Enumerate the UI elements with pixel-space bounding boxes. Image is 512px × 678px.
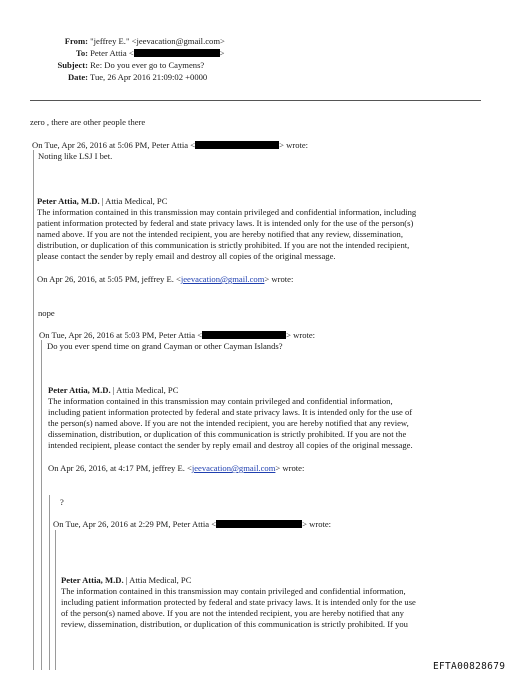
- signature-2-line: the person(s) named above. If you are not the intended recipient, you are hereby notified that any review,: [48, 418, 409, 428]
- signature-1-line: The information contained in this transmission may contain privileged and confidential information, including: [37, 207, 417, 217]
- quote-header-4-prefix: On Apr 26, 2016, at 4:17 PM, jeffrey E. <: [48, 463, 192, 473]
- quote-header-5-suffix: > wrote:: [302, 519, 332, 529]
- quote-bar: [41, 340, 42, 670]
- reply-text-3: ?: [60, 497, 64, 507]
- quote-header-1-prefix: On Tue, Apr 26, 2016 at 5:06 PM, Peter Attia <: [32, 140, 196, 150]
- header-date: [30, 72, 207, 82]
- email-link[interactable]: jeevacation@gmail.com: [180, 274, 265, 284]
- signature-org: | Attia Medical, PC: [99, 196, 168, 206]
- signature-1-line: patient information protected by federal and state privacy laws. It is intended only for the use of the person(s): [37, 218, 414, 228]
- signature-2-line: The information contained in this transmission may contain privileged and confidential information,: [48, 396, 393, 406]
- to-value: Peter Attia <: [90, 48, 134, 58]
- date-value: Tue, 26 Apr 2016 21:09:02 +0000: [90, 72, 208, 82]
- quote-bar: [33, 150, 34, 670]
- signature-3-line: The information contained in this transmission may contain privileged and confidential information,: [61, 586, 406, 596]
- quote-header-5: [53, 519, 331, 529]
- reply-text-1: zero , there are other people there: [30, 117, 146, 127]
- quote-header-2-prefix: On Apr 26, 2016, at 5:05 PM, jeffrey E. <: [37, 274, 181, 284]
- signature-org: | Attia Medical, PC: [110, 385, 179, 395]
- to-label: To:: [75, 48, 88, 58]
- signature-3-line: review, dissemination, distribution, or duplication of this communication is strictly prohibited. If you: [61, 619, 408, 629]
- email-link[interactable]: jeevacation@gmail.com: [191, 463, 276, 473]
- signature-1-line: distribution, or duplication of this communication is strictly prohibited. If you are not the intended recipient,: [37, 240, 410, 250]
- signature-name: Peter Attia, M.D.: [48, 385, 111, 395]
- signature-1-line: please contact the sender by reply email and destroy all copies of the original message.: [37, 251, 336, 261]
- header-divider: [30, 100, 481, 101]
- quote-bar: [49, 495, 50, 670]
- redaction-block: [195, 141, 279, 149]
- signature-org: | Attia Medical, PC: [123, 575, 192, 585]
- header-subject: [30, 60, 204, 70]
- quote-text-3: Do you ever spend time on grand Cayman or other Cayman Islands?: [47, 341, 283, 351]
- quote-text-1: Noting like LSJ I bet.: [38, 151, 113, 161]
- signature-2-line: including patient information protected by federal and state privacy laws. It is intended only for the use of: [48, 407, 413, 417]
- quote-header-1-suffix: > wrote:: [279, 140, 309, 150]
- signature-3-title: [61, 575, 191, 585]
- redaction-block: [134, 49, 220, 57]
- subject-value: Re: Do you ever go to Caymens?: [90, 60, 205, 70]
- redaction-block: [202, 331, 286, 339]
- quote-header-3-prefix: On Tue, Apr 26, 2016 at 5:03 PM, Peter Attia <: [39, 330, 203, 340]
- signature-name: Peter Attia, M.D.: [61, 575, 124, 585]
- subject-label: Subject:: [57, 60, 88, 70]
- signature-3-line: including patient information protected by federal and state privacy laws. It is intended only for the use: [61, 597, 416, 607]
- header-from: [30, 36, 225, 46]
- quote-bar: [55, 530, 56, 670]
- signature-2-title: [48, 385, 178, 395]
- signature-3-line: of the person(s) named above. If you are not the intended recipient, you are hereby notified that any: [61, 608, 404, 618]
- from-value: "jeffrey E." <jeevacation@gmail.com>: [90, 36, 225, 46]
- reply-text-2: nope: [38, 308, 55, 318]
- to-tail: >: [219, 48, 225, 58]
- date-label: Date:: [67, 72, 88, 82]
- quote-header-3-suffix: > wrote:: [286, 330, 316, 340]
- signature-2-line: intended recipient, please contact the sender by reply email and destroy all copies of the original message.: [48, 440, 413, 450]
- redaction-block: [216, 520, 302, 528]
- quote-header-2-suffix: > wrote:: [264, 274, 294, 284]
- quote-header-4-suffix: > wrote:: [275, 463, 305, 473]
- signature-name: Peter Attia, M.D.: [37, 196, 100, 206]
- quote-header-3: [39, 330, 315, 340]
- signature-1-line: named above. If you are not the intended recipient, you are hereby notified that any review, dissemination,: [37, 229, 403, 239]
- from-label: From:: [64, 36, 88, 46]
- signature-1-title: [37, 196, 167, 206]
- quote-header-1: [32, 140, 308, 150]
- document-id: EFTA00828679: [433, 661, 506, 672]
- quote-header-5-prefix: On Tue, Apr 26, 2016 at 2:29 PM, Peter Attia <: [53, 519, 217, 529]
- quote-header-4: [48, 463, 304, 473]
- signature-2-line: dissemination, distribution, or duplication of this communication is strictly prohibited. If you are not the: [48, 429, 407, 439]
- header-to: [30, 48, 225, 58]
- quote-header-2: [37, 274, 293, 284]
